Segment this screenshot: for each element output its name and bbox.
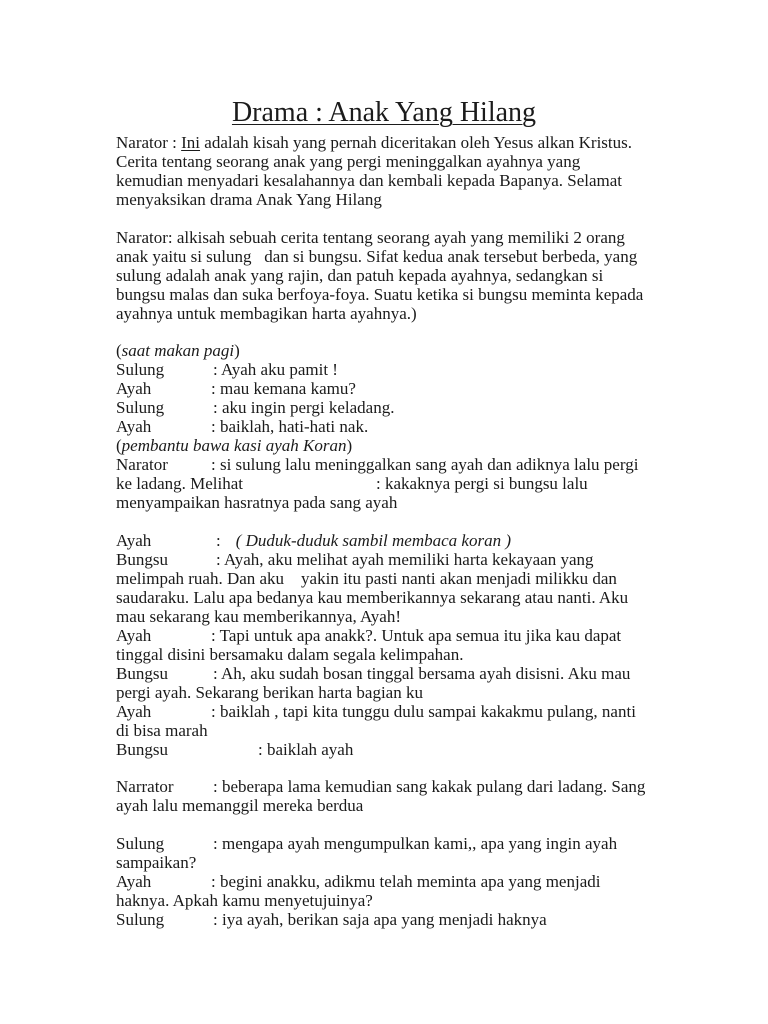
dialogue-line	[116, 455, 716, 474]
speaker-name: Sulung	[116, 909, 165, 929]
dialogue-text: : mengapa ayah mengumpulkan kami,, apa yang ingin ayah	[213, 833, 618, 853]
stage-direction-text: ( Duduk-duduk sambil membaca koran )	[235, 530, 511, 550]
dialogue-line	[116, 379, 716, 398]
dialogue-text: : begini anakku, adikmu telah meminta apa yang menjadi	[211, 871, 601, 891]
speaker-name: Sulung	[116, 398, 165, 417]
dialogue-continuation: ayah lalu memanggil mereka berdua	[116, 796, 364, 815]
dialogue-text: : Ah, aku sudah bosan tinggal bersama ayah disisni. Aku mau	[213, 663, 631, 683]
dialogue-line	[116, 360, 716, 379]
dialogue-continuation: pergi ayah. Sekarang berikan harta bagian ku	[116, 682, 423, 702]
dialogue-text: : aku ingin pergi keladang.	[213, 398, 395, 417]
intro-line: menyaksikan drama Anak Yang Hilang	[116, 190, 382, 209]
dialogue-text: : Ayah, aku melihat ayah memiliki harta kekayaan yang	[216, 549, 594, 569]
paren-close: )	[346, 436, 353, 455]
paragraph-gap	[116, 323, 716, 342]
dialogue-continuation: menyampaikan hasratnya pada sang ayah	[116, 493, 398, 512]
dialogue-line	[116, 740, 716, 759]
dialogue-line	[116, 702, 716, 721]
continuation-text: ke ladang. Melihat	[116, 474, 243, 493]
intro-line: kemudian menyadari kesalahannya dan kembali kepada Bapanya. Selamat	[116, 171, 623, 190]
dialogue-line	[116, 626, 716, 645]
speaker-name: Ayah	[116, 871, 152, 891]
dialogue-text: : baiklah ayah	[258, 739, 354, 759]
speaker-name: Ayah	[116, 417, 152, 436]
intro-line	[116, 133, 716, 152]
dialogue-text: : beberapa lama kemudian sang kakak pulang dari ladang. Sang	[213, 777, 646, 796]
synopsis-line: ayahnya untuk membagikan harta ayahnya.)	[116, 303, 417, 323]
paragraph-gap	[116, 815, 716, 834]
speaker-name: Ayah	[116, 530, 152, 550]
speaker-name: Bungsu	[116, 663, 168, 683]
dialogue-continuation: haknya. Apkah kamu menyetujuinya?	[116, 890, 373, 910]
speaker-name: Ayah	[116, 701, 152, 721]
dialogue-continuation: saudaraku. Lalu apa bedanya kau memberikannya sekarang atau nanti. Aku	[116, 587, 629, 607]
paren-open: (	[116, 436, 122, 455]
dialogue-line	[116, 872, 716, 891]
title-text: Drama : Anak Yang Hilang	[231, 97, 537, 128]
paragraph-gap	[116, 512, 716, 531]
dialogue-continuation	[116, 474, 716, 493]
speaker-name: Narator	[116, 455, 168, 474]
continuation-text: : kakaknya pergi si bungsu lalu	[376, 474, 588, 493]
dialogue-line	[116, 664, 716, 683]
dialogue-continuation: di bisa marah	[116, 720, 208, 740]
paragraph-gap	[116, 209, 716, 228]
intro-line: Cerita tentang seorang anak yang pergi meninggalkan ayahnya yang	[116, 152, 581, 171]
dialogue-text: : baiklah , tapi kita tunggu dulu sampai kakakmu pulang, nanti	[211, 701, 636, 721]
paragraph-gap	[116, 759, 716, 778]
dialogue-continuation: sampaikan?	[116, 852, 197, 872]
dialogue-text: : mau kemana kamu?	[211, 379, 356, 398]
intro-lead: Narator :	[116, 133, 182, 152]
dialogue-line	[116, 417, 716, 436]
speaker-name: Bungsu	[116, 549, 168, 569]
dialogue-text: : Ayah aku pamit !	[213, 360, 338, 379]
synopsis-line: anak yaitu si sulung dan si bungsu. Sifat kedua anak tersebut berbeda, yang	[116, 246, 638, 266]
intro-underlined-word: Ini	[181, 133, 201, 152]
dialogue-text: : si sulung lalu meninggalkan sang ayah dan adiknya lalu pergi	[211, 455, 639, 474]
speaker-name: Sulung	[116, 360, 165, 379]
dialogue-line	[116, 550, 716, 569]
dialogue-continuation: melimpah ruah. Dan aku yakin itu pasti nanti akan menjadi milikku dan	[116, 568, 617, 588]
synopsis-line: bungsu malas dan suka berfoya-foya. Suatu ketika si bungsu meminta kepada	[116, 284, 644, 304]
speaker-name: Ayah	[116, 379, 152, 398]
speaker-name: Narrator	[116, 777, 174, 796]
dialogue-text: : Tapi untuk apa anakk?. Untuk apa semua itu jika kau dapat	[211, 625, 622, 645]
speaker-name: Sulung	[116, 833, 165, 853]
dialogue-text: : baiklah, hati-hati nak.	[211, 417, 369, 436]
dialogue-text: : iya ayah, berikan saja apa yang menjadi haknya	[213, 909, 547, 929]
script-body	[116, 133, 716, 929]
dialogue-colon: :	[216, 530, 221, 550]
dialogue-line	[116, 777, 716, 796]
dialogue-line	[116, 531, 716, 550]
intro-rest: adalah kisah yang pernah diceritakan oleh Yesus alkan Kristus.	[200, 133, 633, 152]
speaker-name: Ayah	[116, 625, 152, 645]
dialogue-continuation: tinggal disini bersamaku dalam segala kelimpahan.	[116, 644, 464, 664]
document-title	[0, 97, 768, 129]
paren-close: )	[234, 341, 240, 360]
stage-direction-text: saat makan pagi	[121, 341, 235, 360]
dialogue-line	[116, 398, 716, 417]
stage-direction-text: pembantu bawa kasi ayah Koran	[121, 436, 347, 455]
synopsis-line: Narator: alkisah sebuah cerita tentang seorang ayah yang memiliki 2 orang	[116, 227, 625, 247]
dialogue-line	[116, 834, 716, 853]
dialogue-line	[116, 910, 716, 929]
synopsis-line: sulung adalah anak yang rajin, dan patuh kepada ayahnya, sedangkan si	[116, 265, 604, 285]
stage-direction	[116, 341, 716, 360]
paren-open: (	[116, 341, 122, 360]
dialogue-continuation: mau sekarang kau memberikannya, Ayah!	[116, 606, 401, 626]
speaker-name: Bungsu	[116, 739, 168, 759]
stage-direction	[116, 436, 716, 455]
